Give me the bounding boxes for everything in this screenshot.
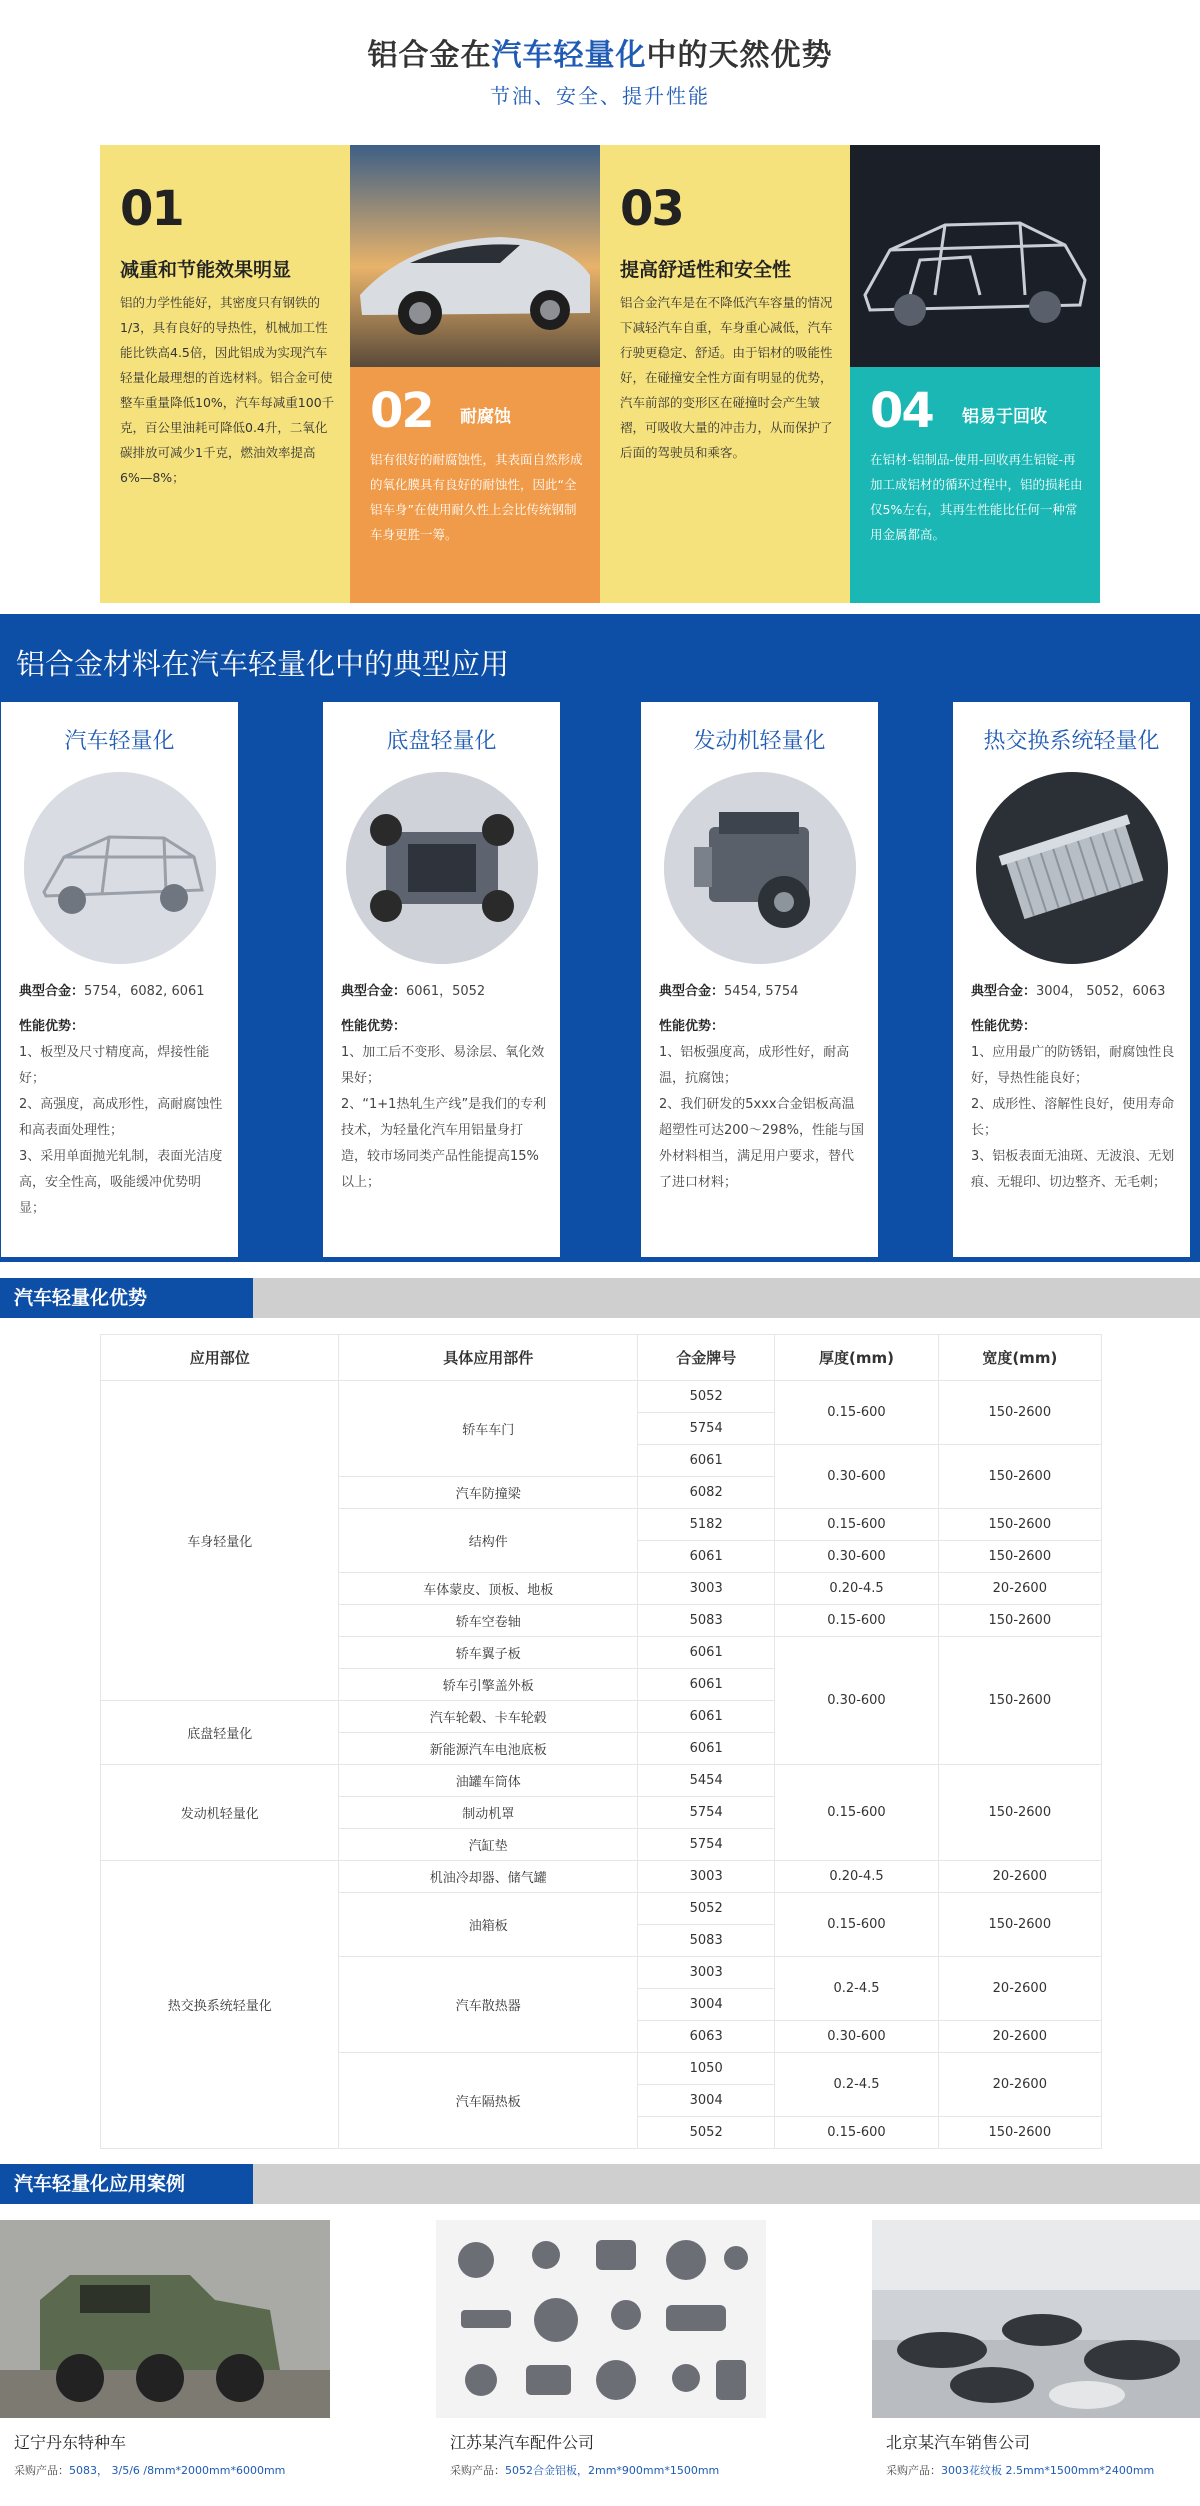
application-performance: 性能优势： 1、板型及尺寸精度高，焊接性能好； 2、高强度，高成形性，高耐腐蚀性和高表面处理性； 3、采用单面抛光轧制，表面光洁度高，安全性高，吸能缓冲优势明显；: [19, 1019, 223, 1216]
table-cell: 油箱板: [339, 1893, 638, 1957]
section-label: 汽车轻量化优势: [0, 1278, 253, 1318]
table-cell: 底盘轻量化: [101, 1701, 339, 1765]
table-cell: 3003: [638, 1573, 775, 1605]
advantage-text: 在铝材-铝制品-使用-回收再生铝锭-再加工成铝材的循环过程中，铝的损耗由仅5%左右，其再生性能比任何一种常用金属都高。: [870, 452, 1083, 542]
advantage-panel-2: [350, 367, 600, 603]
table-cell: 5754: [638, 1829, 775, 1861]
table-cell: 1050: [638, 2053, 775, 2085]
table-cell: 0.15-600: [775, 1381, 938, 1445]
table-header: 合金牌号: [638, 1335, 775, 1381]
table-cell: 6061: [638, 1637, 775, 1669]
case-card-3[interactable]: [872, 2220, 1200, 2478]
case-product: 采购产品：5083， 3/5/6 /8mm*2000mm*6000mm: [14, 2464, 286, 2477]
table-cell: 5754: [638, 1797, 775, 1829]
advantage-number: 04: [870, 383, 933, 439]
table-cell: 0.15-600: [775, 1765, 938, 1861]
table-cell: 150-2600: [938, 1765, 1101, 1861]
table-cell: 汽车轮毂、卡车轮毂: [339, 1701, 638, 1733]
table-cell: 汽缸垫: [339, 1829, 638, 1861]
application-performance: 性能优势： 1、加工后不变形、易涂层、氧化效果好； 2、“1+1热轧生产线”是我们的专利技术，为轻量化汽车用铝量身打造，较市场同类产品性能提高15%以上；: [341, 1019, 547, 1190]
table-cell: 5083: [638, 1925, 775, 1957]
table-cell: 发动机轻量化: [101, 1765, 339, 1861]
table-cell: 6063: [638, 2021, 775, 2053]
advantage-panel-1: [100, 145, 350, 603]
auto-parts-image: [436, 2220, 766, 2418]
application-card-engine: [640, 702, 883, 1257]
application-card-title: 热交换系统轻量化: [983, 729, 1160, 754]
chassis-image: [346, 772, 538, 964]
table-cell: 热交换系统轻量化: [101, 1861, 339, 2149]
application-performance: 性能优势： 1、铝板强度高，成形性好，耐高温，抗腐蚀； 2、我们研发的5xxx合金铝板高温超塑性可达200～298%，性能与国外材料相当，满足用户要求，替代了进口材料；: [659, 1019, 864, 1190]
advantage-title: 减重和节能效果明显: [120, 259, 292, 281]
table-cell: 轿车车门: [339, 1381, 638, 1477]
advantage-title: 提高舒适性和安全性: [620, 259, 792, 281]
table-cell: 5052: [638, 1893, 775, 1925]
table-cell: 6082: [638, 1477, 775, 1509]
case-name: 辽宁丹东特种车: [14, 2433, 127, 2452]
case-product: 采购产品：3003花纹板 2.5mm*1500mm*2400mm: [886, 2464, 1155, 2477]
table-header: 厚度(mm): [775, 1335, 938, 1381]
application-card-title: 发动机轻量化: [693, 729, 826, 754]
table-cell: 0.30-600: [775, 1445, 938, 1509]
table-header: 具体应用部件: [339, 1335, 638, 1381]
advantage-text: 铝的力学性能好，其密度只有钢铁的1/3，具有良好的导热性，机械加工性能比铁高4.5倍，因此铝成为实现汽车轻量化最理想的首选材料。铝合金可使整车重量降低10%，汽车每减重100千克，百公里油耗可降低0.4升，二氧化碳排放可减少1千克，燃油效率提高6%—8%；: [120, 295, 335, 485]
section-bar-cases: [0, 2164, 1200, 2204]
armored-vehicle-image: [0, 2220, 330, 2418]
engine-image: [664, 772, 856, 964]
table-cell: 0.30-600: [775, 2021, 938, 2053]
advantage-panel-4: [850, 367, 1100, 603]
table-header-row: [101, 1335, 1102, 1381]
table-cell: 机油冷却器、储气罐: [339, 1861, 638, 1893]
table-cell: 6061: [638, 1733, 775, 1765]
application-card-title: 底盘轻量化: [386, 729, 497, 754]
application-alloys: 典型合金：6061，5052: [341, 984, 486, 999]
table-cell: 150-2600: [938, 1893, 1101, 1957]
advantage-number: 01: [120, 181, 183, 237]
table-cell: 5083: [638, 1605, 775, 1637]
table-cell: 0.30-600: [775, 1541, 938, 1573]
table-cell: 5454: [638, 1765, 775, 1797]
table-row: [101, 1861, 1102, 1893]
case-card-1[interactable]: [0, 2220, 330, 2478]
car-showroom-image: [872, 2220, 1200, 2418]
table-cell: 5052: [638, 2117, 775, 2149]
case-card-2[interactable]: [436, 2220, 766, 2478]
table-cell: 150-2600: [938, 1381, 1101, 1445]
table-cell: 5052: [638, 1381, 775, 1413]
table-cell: 3003: [638, 1861, 775, 1893]
advantage-number: 03: [620, 181, 683, 237]
car-frame-image: [850, 145, 1100, 367]
table-cell: 20-2600: [938, 1861, 1101, 1893]
table-cell: 车体蒙皮、顶板、地板: [339, 1573, 638, 1605]
table-cell: 汽车防撞梁: [339, 1477, 638, 1509]
table-cell: 150-2600: [938, 1509, 1101, 1541]
advantage-panel-3: [600, 145, 850, 603]
application-performance: 性能优势： 1、应用最广的防锈铝，耐腐蚀性良好，导热性能良好； 2、成形性、溶解性良好，使用寿命长； 3、铝板表面无油斑、无波浪、无划痕、无辊印、切边整齐、无毛刺；: [971, 1019, 1175, 1190]
car-body-frame-image: [24, 772, 216, 964]
section-label: 汽车轻量化应用案例: [0, 2164, 253, 2204]
table-cell: 6061: [638, 1541, 775, 1573]
table-header: 应用部位: [101, 1335, 339, 1381]
table-row: [101, 1765, 1102, 1797]
table-cell: 20-2600: [938, 2053, 1101, 2117]
case-product: 采购产品：5052合金铝板，2mm*900mm*1500mm: [450, 2464, 720, 2477]
table-header: 宽度(mm): [938, 1335, 1101, 1381]
sports-car-image: [350, 145, 600, 367]
table-cell: 0.30-600: [775, 1637, 938, 1765]
table-cell: 结构件: [339, 1509, 638, 1573]
table-cell: 150-2600: [938, 1445, 1101, 1509]
table-cell: 20-2600: [938, 1573, 1101, 1605]
table-cell: 油罐车筒体: [339, 1765, 638, 1797]
table-cell: 0.2-4.5: [775, 2053, 938, 2117]
table-cell: 150-2600: [938, 1541, 1101, 1573]
case-name: 北京某汽车销售公司: [886, 2433, 1031, 2452]
table-cell: 3004: [638, 2085, 775, 2117]
table-cell: 0.15-600: [775, 2117, 938, 2149]
table-cell: 150-2600: [938, 1605, 1101, 1637]
table-cell: 150-2600: [938, 1637, 1101, 1765]
application-card-heat-exchange: [952, 702, 1195, 1257]
table-row: [101, 1381, 1102, 1413]
table-cell: 6061: [638, 1445, 775, 1477]
application-alloys: 典型合金：5754，6082, 6061: [19, 984, 205, 999]
table-cell: 轿车空卷轴: [339, 1605, 638, 1637]
table-cell: 轿车翼子板: [339, 1637, 638, 1669]
advantage-title: 铝易于回收: [962, 407, 1047, 427]
table-cell: 150-2600: [938, 2117, 1101, 2149]
advantage-text: 铝合金汽车是在不降低汽车容量的情况下减轻汽车自重，车身重心减低，汽车行驶更稳定、舒适。由于铝材的吸能性好，在碰撞安全性方面有明显的优势，汽车前部的变形区在碰撞时会产生皱褶，可吸收大量的冲击力，从而保护了后面的驾驶员和乘客。: [620, 295, 833, 460]
table-cell: 0.2-4.5: [775, 1957, 938, 2021]
table-cell: 20-2600: [938, 2021, 1101, 2053]
table-cell: 6061: [638, 1669, 775, 1701]
application-card-chassis: [322, 702, 565, 1257]
table-cell: 0.20-4.5: [775, 1861, 938, 1893]
advantages-grid: [100, 145, 1100, 603]
table-cell: 轿车引擎盖外板: [339, 1669, 638, 1701]
application-card-body: [0, 702, 243, 1257]
advantage-number: 02: [370, 383, 433, 439]
table-cell: 3004: [638, 1989, 775, 2021]
table-cell: 新能源汽车电池底板: [339, 1733, 638, 1765]
table-cell: 5754: [638, 1413, 775, 1445]
table-cell: 20-2600: [938, 1957, 1101, 2021]
table-cell: 汽车隔热板: [339, 2053, 638, 2149]
table-cell: 0.20-4.5: [775, 1573, 938, 1605]
table-cell: 汽车散热器: [339, 1957, 638, 2053]
table-cell: 制动机罩: [339, 1797, 638, 1829]
applications-title: 铝合金材料在汽车轻量化中的典型应用: [16, 647, 510, 681]
application-alloys: 典型合金：5454, 5754: [659, 984, 799, 999]
table-cell: 6061: [638, 1701, 775, 1733]
application-alloys: 典型合金：3004， 5052，6063: [971, 984, 1166, 999]
section-bar-advantages: [0, 1278, 1200, 1318]
table-cell: 车身轻量化: [101, 1381, 339, 1701]
table-cell: 5182: [638, 1509, 775, 1541]
advantage-text: 铝有很好的耐腐蚀性，其表面自然形成的氧化膜具有良好的耐蚀性，因此“全铝车身”在使用耐久性上会比传统钢制车身更胜一筹。: [370, 452, 583, 542]
table-cell: 3003: [638, 1957, 775, 1989]
advantage-title: 耐腐蚀: [460, 407, 511, 427]
application-card-title: 汽车轻量化: [64, 729, 175, 754]
table-cell: 0.15-600: [775, 1605, 938, 1637]
spec-table: [100, 1334, 1102, 2149]
table-cell: 0.15-600: [775, 1509, 938, 1541]
case-name: 江苏某汽车配件公司: [450, 2433, 595, 2452]
radiator-image: [976, 772, 1168, 964]
applications-banner: [0, 614, 1200, 702]
page-title: 铝合金在汽车轻量化中的天然优势: [367, 38, 833, 73]
table-cell: 0.15-600: [775, 1893, 938, 1957]
page-subtitle: 节油、安全、提升性能: [490, 84, 710, 108]
